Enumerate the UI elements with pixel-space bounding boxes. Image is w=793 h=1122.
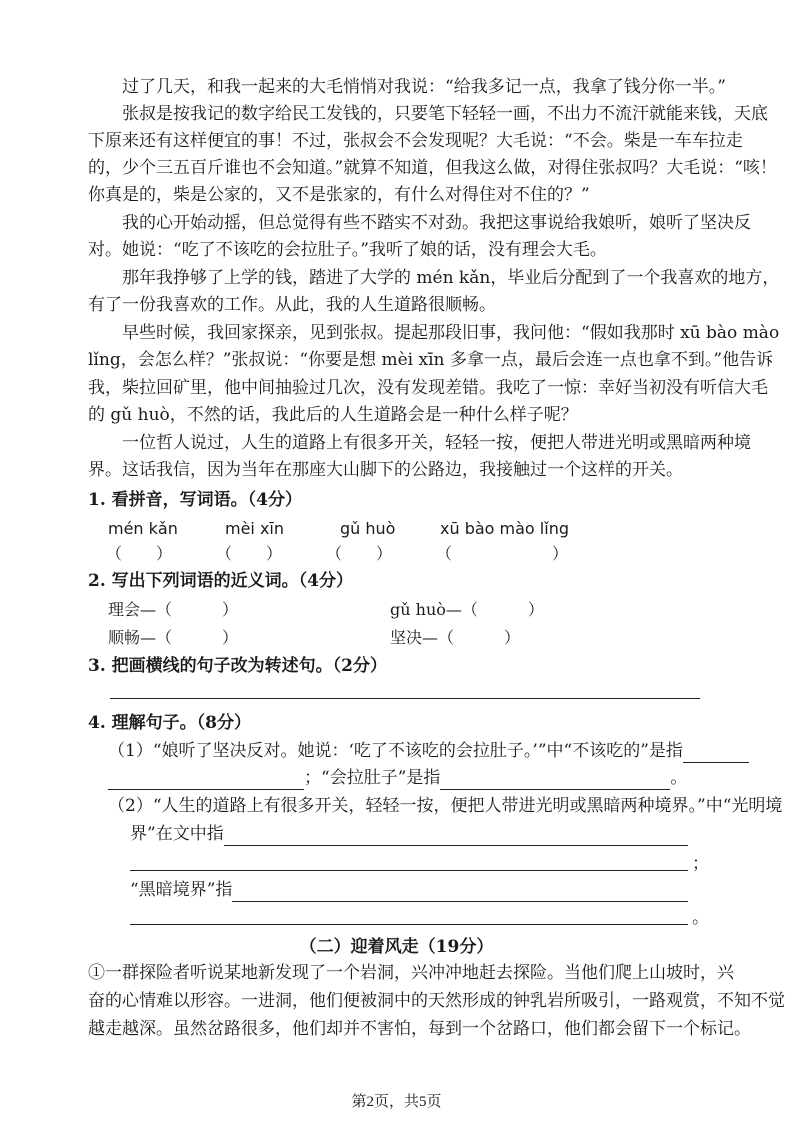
question-1-label: 1. 看拼音，写词语。（4分） [88,490,302,510]
passage-line: lǐng，会怎么样？”张叔说：“你要是想 mèi xīn 多拿一点，最后会连一点也拿不到。”他告诉 [88,350,774,370]
passage-line: 我，柴拉回矿里，他中间抽验过几次，没有发现差错。我吃了一惊：幸好当初没有听信大毛 [88,378,768,398]
q4-sentence-1: （1）“娘听了坚决反对。她说：‘吃了不该吃的会拉肚子。’”中“不该吃的”是指 [108,739,708,763]
q1-pinyin: mèi xīn [225,519,285,538]
q1-pinyin: gǔ huò [340,519,396,538]
q2-synonym-item[interactable]: 顺畅—（ ） [108,628,239,647]
section2-paragraph-line: ①一群探险者听说某地新发现了一个岩洞，兴冲冲地赶去探险。当他们爬上山坡时，兴 [88,963,734,983]
q2-synonym-item[interactable]: gǔ huò—（ ） [390,600,544,619]
q1-pinyin: mén kǎn [108,519,178,538]
passage-line: 的 gǔ huò，不然的话，我此后的人生道路会是一种什么样子呢？ [88,405,578,425]
q2-synonym-item[interactable]: 坚决—（ ） [390,628,521,647]
q4-sentence-1-cont: ；“会拉肚子”是指 。 [108,766,708,790]
passage-line: 你真是的，柴是公家的，又不是张家的，有什么对得住对不住的？” [88,185,590,205]
question-2-label: 2. 写出下列词语的近义词。（4分） [88,571,353,591]
q4-period: 。 [692,908,709,928]
q3-answer-line[interactable] [110,698,700,699]
q1-answer-box[interactable]: （ ） [216,544,283,563]
q4-fill-line[interactable] [683,744,749,763]
q1-answer-box[interactable]: （ ） [326,544,393,563]
passage-line: 下原来还有这样便宜的事！不过，张叔会不会发现呢？大毛说：“不会。柴是一车车拉走 [88,131,743,151]
q4-fill-line[interactable] [440,771,670,790]
question-4-label: 4. 理解句子。（8分） [88,713,251,733]
passage-line: 界。这话我信，因为当年在那座大山脚下的公路边，我接触过一个这样的开关。 [88,460,683,480]
q4-sentence-2-cont: 界”在文中指 [130,822,710,846]
q4-semicolon: ； [692,854,709,874]
q2-synonym-item[interactable]: 理会—（ ） [108,600,239,619]
q4-fill-line[interactable] [224,827,688,846]
passage-line: 过了几天，和我一起来的大毛悄悄对我说：“给我多记一点，我拿了钱分你一半。” [88,77,726,97]
q1-answer-box[interactable]: （ ） [106,544,173,563]
section-title: （二）迎着风走（19分） [299,937,494,957]
section2-paragraph-line: 越走越深。虽然岔路很多，他们却并不害怕，每到一个岔路口，他们都会留下一个标记。 [88,1019,751,1039]
q4-sentence-2: （2）“人生的道路上有很多开关，轻轻一按，便把人带进光明或黑暗两种境界。”中“光明境 [108,796,783,816]
passage-line: 那年我挣够了上学的钱，踏进了大学的 mén kǎn，毕业后分配到了一个我喜欢的地方， [88,268,780,288]
page-number: 第2页，共5页 [351,1094,442,1110]
q4-fill-line[interactable] [108,771,304,790]
question-3-label: 3. 把画横线的句子改为转述句。（2分） [88,656,387,676]
q4-sentence-2-dark: “黑暗境界”指 [130,878,710,902]
passage-line: 一位哲人说过，人生的道路上有很多开关，轻轻一按，便把人带进光明或黑暗两种境 [88,433,751,453]
passage-line: 早些时候，我回家探亲，见到张叔。提起那段旧事，我问他：“假如我那时 xū bào mào [88,323,780,343]
q1-answer-box[interactable]: （ ） [436,544,569,563]
q4-answer-line[interactable] [130,924,688,925]
passage-line: 我的心开始动摇，但总觉得有些不踏实不对劲。我把这事说给我娘听，娘听了坚决反 [88,213,751,233]
q1-pinyin: xū bào mào lǐng [440,519,569,538]
passage-line: 有了一份我喜欢的工作。从此，我的人生道路很顺畅。 [88,295,496,315]
passage-line: 张叔是按我记的数字给民工发钱的，只要笔下轻轻一画，不出力不流汗就能来钱，天底 [88,104,768,124]
q4-fill-line[interactable] [232,883,688,902]
passage-line: 对。她说：“吃了不该吃的会拉肚子。”我听了娘的话，没有理会大毛。 [88,240,607,260]
q4-answer-line[interactable] [130,870,688,871]
passage-line: 的，少个三五百斤谁也不会知道。”就算不知道，但我这么做，对得住张叔吗？大毛说：“咳！ [88,158,777,178]
section2-paragraph-line: 奋的心情难以形容。一进洞，他们便被洞中的天然形成的钟乳岩所吸引，一路观赏，不知不觉 [88,991,785,1011]
